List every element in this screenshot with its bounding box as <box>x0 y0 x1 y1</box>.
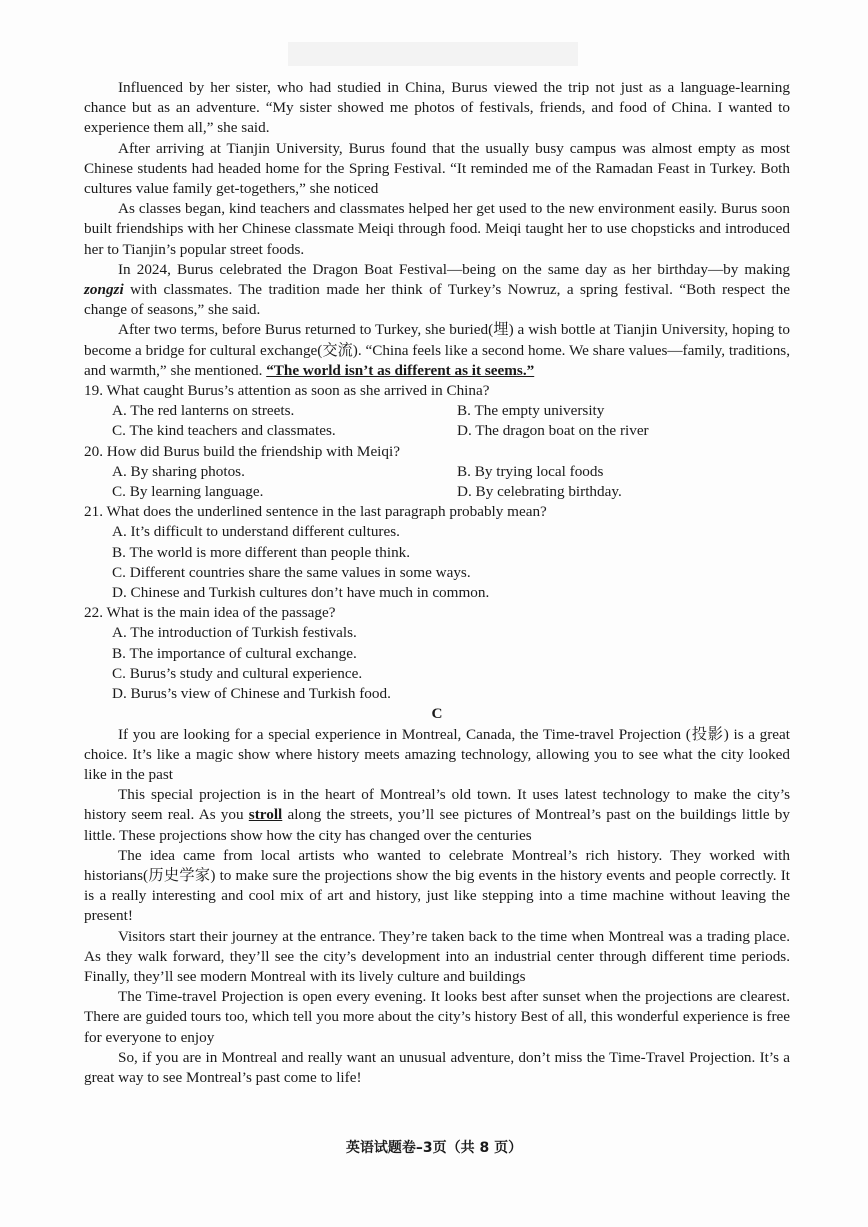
option-a[interactable]: A. The red lanterns on streets. <box>112 402 295 420</box>
option-a[interactable]: A. By sharing photos. <box>112 462 245 480</box>
question-stem: 22. What is the main idea of the passage? <box>84 604 336 622</box>
option-c[interactable]: C. The kind teachers and classmates. <box>112 422 336 440</box>
option-b[interactable]: B. The empty university <box>457 402 605 420</box>
option-c[interactable]: C. Different countries share the same values in some ways. <box>112 563 471 581</box>
section-letter: C <box>431 705 443 723</box>
option-d[interactable]: D. Chinese and Turkish cultures don’t have much in common. <box>112 584 490 602</box>
options-grid <box>84 462 790 502</box>
option-a[interactable]: A. It’s difficult to understand different cultures. <box>112 523 400 541</box>
passage-c-paragraph-5: The Time-travel Projection is open every evening. It looks best after sunset when the projections are clearest. There are guided tours too, which tell you more about the city’s history Best of all, this wonderful experience is free for everyone to enjoy <box>84 988 790 1046</box>
page-content <box>84 78 790 1088</box>
option-d[interactable]: D. Burus’s view of Chinese and Turkish food. <box>112 685 391 703</box>
passage-b-paragraph-1: Influenced by her sister, who had studied in China, Burus viewed the trip not just as a language-learning chance but as an adventure. “My sister showed me photos of festivals, friends, and food of China. I wanted to experience them all,” she said. <box>84 79 790 137</box>
underlined-sentence: “The world isn’t as different as it seems.” <box>266 361 535 379</box>
option-b[interactable]: B. The importance of cultural exchange. <box>112 644 357 662</box>
underlined-word: stroll <box>248 806 283 824</box>
option-c[interactable]: C. By learning language. <box>112 483 264 501</box>
text: This special projection is in the heart of Montreal’s old town. It uses latest technology to make the city’s history seem real. As you <box>84 786 790 824</box>
text: with classmates. The tradition made her think of Turkey’s Nowruz, a spring festival. “Both respect the change of seasons,” she said. <box>84 281 790 319</box>
option-d[interactable]: D. The dragon boat on the river <box>457 422 649 440</box>
passage-b-paragraph-3: As classes began, kind teachers and classmates helped her get used to the new environment easily. Burus soon built friendships with her Chinese classmate Meiqi through food. Meiqi taught her to use chopsticks and introduced her to Tianjin’s popular street foods. <box>84 200 790 258</box>
question-stem: 21. What does the underlined sentence in the last paragraph probably mean? <box>84 503 547 521</box>
question-21 <box>84 502 790 603</box>
passage-c-paragraph-1: If you are looking for a special experience in Montreal, Canada, the Time-travel Projection (投影) is a great choice. It’s like a magic show where history meets amazing technology, allowing you to see what the city looked like in the past <box>84 725 790 783</box>
option-a[interactable]: A. The introduction of Turkish festivals. <box>112 624 357 642</box>
option-b[interactable]: B. The world is more different than people think. <box>112 543 411 561</box>
scan-smudge <box>288 42 578 66</box>
question-22 <box>84 603 790 704</box>
question-20 <box>84 442 790 503</box>
page-footer: 英语试题卷–3页（共 8 页） <box>345 1140 523 1156</box>
question-stem: 20. How did Burus build the friendship with Meiqi? <box>84 442 400 460</box>
text: along the streets, you’ll see pictures of Montreal’s past on the buildings little by little. These projections show how the city has changed over the centuries <box>84 806 790 844</box>
option-d[interactable]: D. By celebrating birthday. <box>457 483 622 501</box>
question-stem: 19. What caught Burus’s attention as soon as she arrived in China? <box>84 382 490 400</box>
option-b[interactable]: B. By trying local foods <box>457 462 604 480</box>
passage-b-paragraph-4 <box>84 260 790 321</box>
passage-c-paragraph-3: The idea came from local artists who wanted to celebrate Montreal’s rich history. They worked with historians(历史学家) to make sure the projections show the big events in the history events and people correctly. It is a really interesting and cool mix of art and history, just like stepping into a time machine without leaving the present! <box>84 846 790 925</box>
text: After two terms, before Burus returned to Turkey, she buried(埋) a wish bottle at Tianjin University, hoping to become a bridge for cultural exchange(交流). “China feels like a second home. We share values—family, traditions, and warmth,” she mentioned. <box>84 321 790 379</box>
passage-c-paragraph-6: So, if you are in Montreal and really want an unusual adventure, don’t miss the Time-Travel Projection. It’s a great way to see Montreal’s past come to life! <box>84 1048 790 1086</box>
italic-word: zongzi <box>84 281 124 299</box>
text: In 2024, Burus celebrated the Dragon Boat Festival—being on the same day as her birthday—by making <box>118 260 790 278</box>
passage-b-paragraph-2: After arriving at Tianjin University, Burus found that the usually busy campus was almost empty as most Chinese students had headed home for the Spring Festival. “It reminded me of the Ramadan Feast in Turkey. Both cultures value family get-togethers,” she noticed <box>84 139 790 198</box>
passage-c-paragraph-2 <box>84 785 790 846</box>
options-grid <box>84 401 790 441</box>
passage-b-paragraph-5 <box>84 320 790 381</box>
option-c[interactable]: C. Burus’s study and cultural experience. <box>112 664 363 682</box>
question-19 <box>84 381 790 442</box>
passage-c-paragraph-4: Visitors start their journey at the entrance. They’re taken back to the time when Montreal was a trading place. As they walk forward, they’ll see the city’s development into an industrial center through different time periods. Finally, they’ll see modern Montreal with its lively culture and buildings <box>84 927 790 985</box>
